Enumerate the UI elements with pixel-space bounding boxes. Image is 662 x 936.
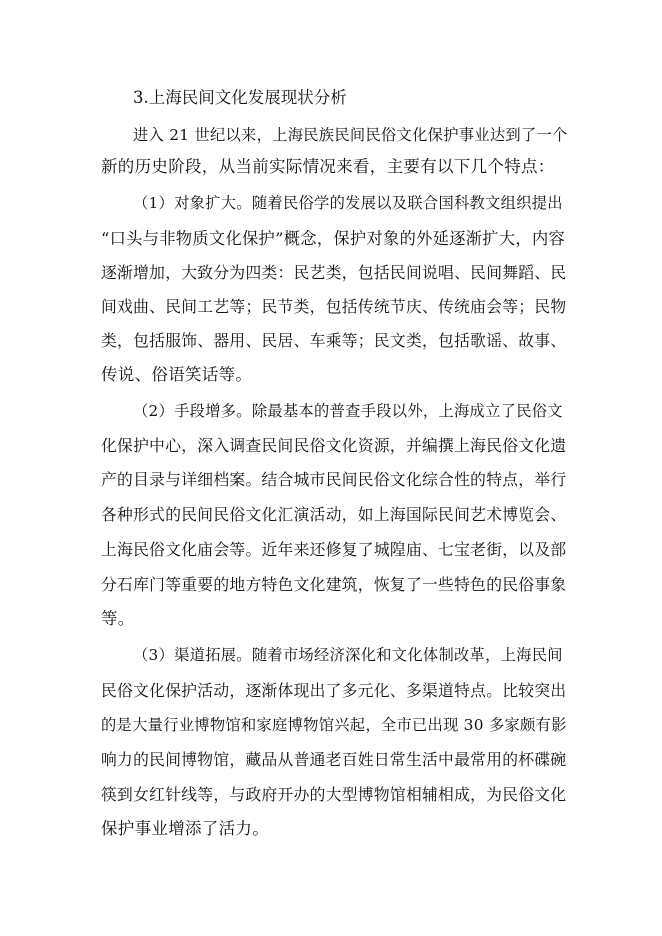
item1-line-1: （1）对象扩大。随着民俗学的发展以及联合国科教文组织提出 [133, 194, 563, 212]
item1-line-2: “口头与非物质文化保护”概念，保护对象的外延逐渐扩大，内容 [101, 229, 566, 248]
item2-line-4: 各种形式的民间民俗文化汇演活动，如上海国际民间艺术博览会、 [101, 505, 567, 524]
item1-line-3: 逐渐增加，大致分为四类：民艺类，包括民间说唱、民间舞蹈、民 [101, 263, 567, 282]
section-heading: 3.上海民间文化发展现状分析 [133, 88, 347, 107]
item1-line-5: 类，包括服饰、器用、民居、车乘等；民文类，包括歌谣、故事、 [101, 331, 567, 350]
intro-line-1: 进入 21 世纪以来，上海民族民间民俗文化保护事业达到了一个 [133, 126, 568, 144]
item1-line-6: 传说、俗语笑话等。 [101, 365, 253, 384]
item3-line-3: 的是大量行业博物馆和家庭博物馆兴起，全市已出现 30 多家颇有影 [101, 716, 567, 734]
intro-line-2: 新的历史阶段，从当前实际情况来看，主要有以下几个特点： [101, 157, 555, 176]
item2-line-5: 上海民俗文化庙会等。近年来还修复了城隍庙、七宝老街，以及部 [101, 540, 567, 559]
item3-line-6: 保护事业增添了活力。 [101, 819, 269, 838]
item2-line-2: 化保护中心，深入调查民间民俗文化资源，并编撰上海民俗文化遗 [101, 436, 567, 455]
item1-line-4: 间戏曲、民间工艺等；民节类，包括传统节庆、传统庙会等；民物 [101, 297, 567, 316]
item2-line-6: 分石库门等重要的地方特色文化建筑，恢复了一些特色的民俗事象 [101, 575, 567, 594]
item3-line-1: （3）渠道拓展。随着市场经济深化和文化体制改革，上海民间 [133, 646, 563, 664]
item2-line-7: 等。 [101, 609, 135, 628]
item2-line-3: 产的目录与详细档案。结合城市民间民俗文化综合性的特点，举行 [101, 470, 567, 489]
item3-line-2: 民俗文化保护活动，逐渐体现出了多元化、多渠道特点。比较突出 [101, 681, 567, 700]
item3-line-4: 响力的民间博物馆，藏品从普通老百姓日常生活中最常用的杯碟碗 [101, 750, 567, 769]
item3-line-5: 筷到女红针线等，与政府开办的大型博物馆相辅相成，为民俗文化 [101, 785, 567, 804]
item2-line-1: （2）手段增多。除最基本的普查手段以外，上海成立了民俗文 [133, 402, 563, 420]
